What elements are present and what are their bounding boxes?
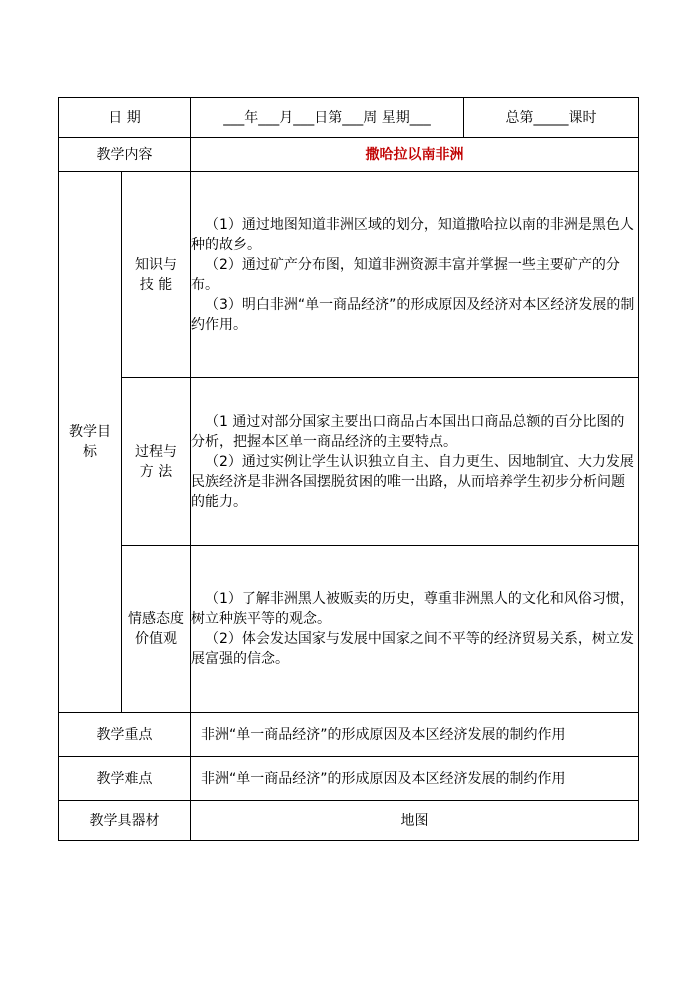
content-title: 撒哈拉以南非洲 — [191, 138, 639, 172]
emotion-item: （1）了解非洲黑人被贩卖的历史，尊重非洲黑人的文化和风俗习惯，树立种族平等的观念。 — [191, 591, 634, 627]
objectives-label-line2: 标 — [83, 444, 97, 460]
knowledge-label-line2: 技 能 — [139, 276, 173, 293]
tools-value: 地图 — [191, 801, 639, 841]
emotion-item: （2）体会发达国家与发展中国家之间不平等的经济贸易关系，树立发展富强的信念。 — [191, 631, 634, 667]
date-label: 日 期 — [59, 98, 191, 138]
objectives-label-line1: 教学目 — [69, 424, 111, 440]
knowledge-label-line1: 知识与 — [135, 256, 177, 273]
process-label — [122, 378, 191, 546]
tools-label: 教学具器材 — [59, 801, 191, 841]
period-value: 总第_____课时 — [464, 98, 639, 138]
process-label-line2: 方 法 — [139, 463, 173, 480]
emotion-text — [191, 546, 639, 713]
knowledge-item: （3）明白非洲“单一商品经济”的形成原因及经济对本区经济发展的制约作用。 — [191, 296, 635, 333]
process-text — [191, 378, 639, 546]
knowledge-item: （2）通过矿产分布图，知道非洲资源丰富并掌握一些主要矿产的分布。 — [191, 256, 620, 293]
emotion-label-line2: 价值观 — [135, 631, 177, 647]
emotion-row — [59, 546, 639, 713]
difficulties-label: 教学难点 — [59, 757, 191, 801]
key-points-row — [59, 713, 639, 757]
objectives-label — [59, 172, 122, 713]
content-row — [59, 138, 639, 172]
process-item: （1 通过对部分国家主要出口商品占本国出口商品总额的百分比图的分析，把握本区单一商品经济的主要特点。 — [191, 413, 625, 450]
difficulties-value: 非洲“单一商品经济”的形成原因及本区经济发展的制约作用 — [191, 757, 639, 801]
lesson-plan-table — [58, 97, 639, 841]
content-label: 教学内容 — [59, 138, 191, 172]
emotion-label-line1: 情感态度 — [128, 611, 184, 627]
key-points-value: 非洲“单一商品经济”的形成原因及本区经济发展的制约作用 — [191, 713, 639, 757]
knowledge-item: （1）通过地图知道非洲区域的划分，知道撒哈拉以南的非洲是黑色人种的故乡。 — [191, 216, 634, 253]
difficulties-row — [59, 757, 639, 801]
key-points-label: 教学重点 — [59, 713, 191, 757]
tools-row — [59, 801, 639, 841]
process-item: （2）通过实例让学生认识独立自主、自力更生、因地制宜、大力发展民族经济是非洲各国摆脱贫困的唯一出路，从而培养学生初步分析问题的能力。 — [191, 453, 634, 510]
process-row — [59, 378, 639, 546]
process-label-line1: 过程与 — [135, 443, 177, 460]
date-value: ___年___月___日第___周 星期___ — [191, 98, 464, 138]
knowledge-row — [59, 172, 639, 378]
knowledge-text — [191, 172, 639, 378]
knowledge-label — [122, 172, 191, 378]
date-row — [59, 98, 639, 138]
emotion-label — [122, 546, 191, 713]
